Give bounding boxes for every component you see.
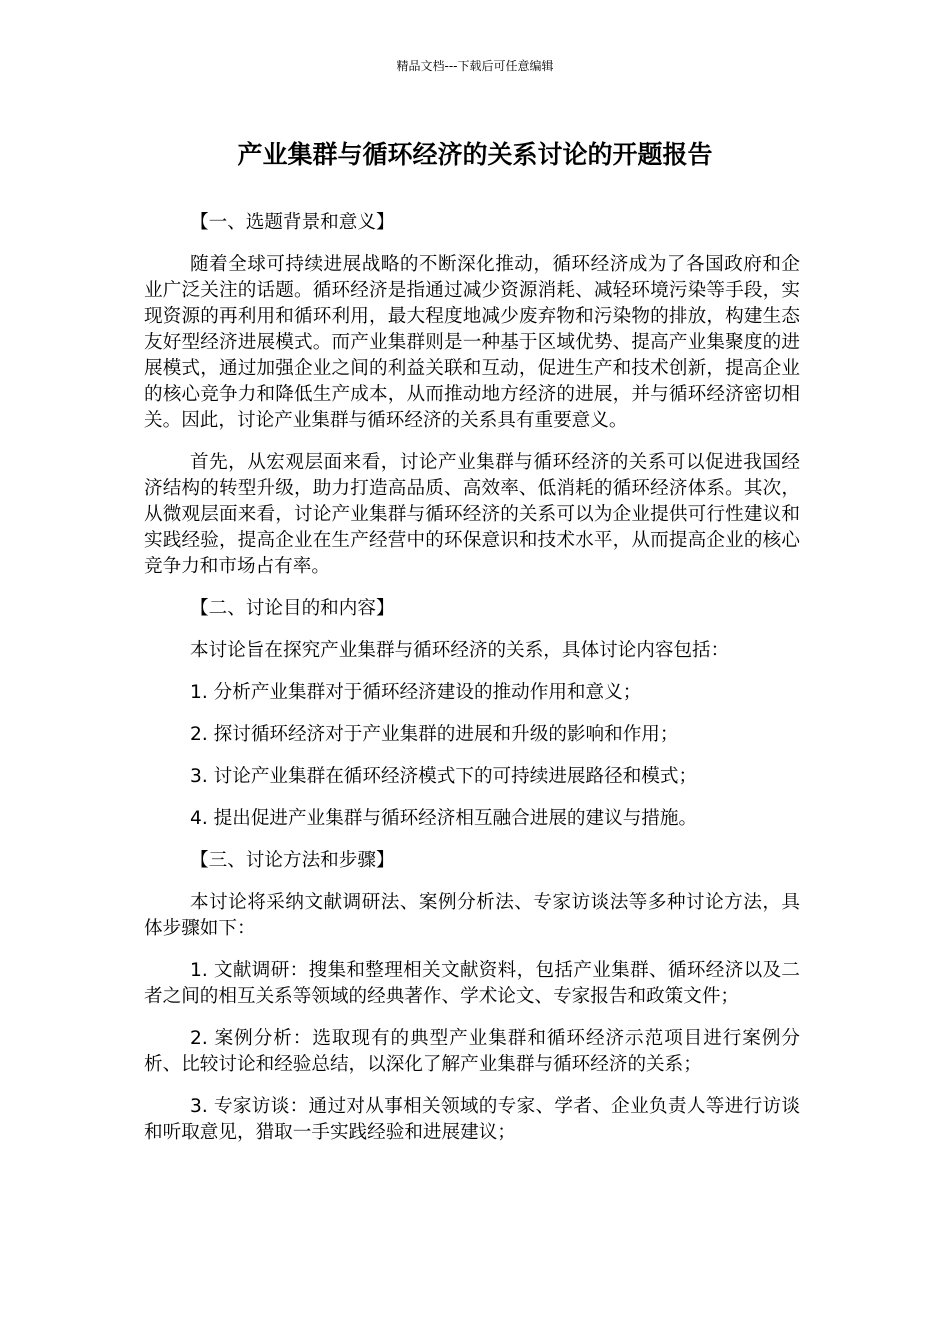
paragraph-objectives-intro: 本讨论旨在探究产业集群与循环经济的关系，具体讨论内容包括： <box>190 640 730 661</box>
header-note: 精品文档---下载后可任意编辑 <box>396 59 554 73</box>
method-step: 3. 专家访谈：通过对从事相关领域的专家、学者、企业负责人等进行访谈和听取意见，猎取一手实践经验和进展建议； <box>144 1096 800 1143</box>
section-heading-background: 【一、选题背景和意义】 <box>190 212 395 233</box>
section-heading-methods: 【三、讨论方法和步骤】 <box>190 850 395 871</box>
paragraph-methods-intro: 本讨论将采纳文献调研法、案例分析法、专家访谈法等多种讨论方法，具体步骤如下： <box>144 892 800 939</box>
section-heading-objectives: 【二、讨论目的和内容】 <box>190 598 395 619</box>
paragraph-background-1: 随着全球可持续进展战略的不断深化推动，循环经济成为了各国政府和企业广泛关注的话题。循环经济是指通过减少资源消耗、减轻环境污染等手段，实现资源的再利用和循环利用，最大程度地减少废弃物和污染物的排放，构建生态友好型经济进展模式。而产业集群则是一种基于区域优势、提高产业集聚度的进展模式，通过加强企业之间的利益关联和互动，促进生产和技术创新，提高企业的核心竞争力和降低生产成本，从而推动地方经济的进展，并与循环经济密切相关。因此，讨论产业集群与循环经济的关系具有重要意义。 <box>144 254 800 431</box>
list-item: 2. 探讨循环经济对于产业集群的进展和升级的影响和作用； <box>190 724 679 745</box>
list-item: 1. 分析产业集群对于循环经济建设的推动作用和意义； <box>190 682 642 703</box>
list-item: 4. 提出促进产业集群与循环经济相互融合进展的建议与措施。 <box>190 808 698 829</box>
list-item: 3. 讨论产业集群在循环经济模式下的可持续进展路径和模式； <box>190 766 698 787</box>
method-step: 1. 文献调研：搜集和整理相关文献资料，包括产业集群、循环经济以及二者之间的相互关系等领域的经典著作、学术论文、专家报告和政策文件； <box>144 960 800 1007</box>
paragraph-background-2: 首先，从宏观层面来看，讨论产业集群与循环经济的关系可以促进我国经济结构的转型升级，助力打造高品质、高效率、低消耗的循环经济体系。其次，从微观层面来看，讨论产业集群与循环经济的关系可以为企业提供可行性建议和实践经验，提高企业在生产经营中的环保意识和技术水平，从而提高企业的核心竞争力和市场占有率。 <box>144 452 800 577</box>
method-step: 2. 案例分析：选取现有的典型产业集群和循环经济示范项目进行案例分析、比较讨论和经验总结，以深化了解产业集群与循环经济的关系； <box>144 1028 800 1075</box>
document-title: 产业集群与循环经济的关系讨论的开题报告 <box>237 140 713 169</box>
document-body <box>144 210 800 1162</box>
